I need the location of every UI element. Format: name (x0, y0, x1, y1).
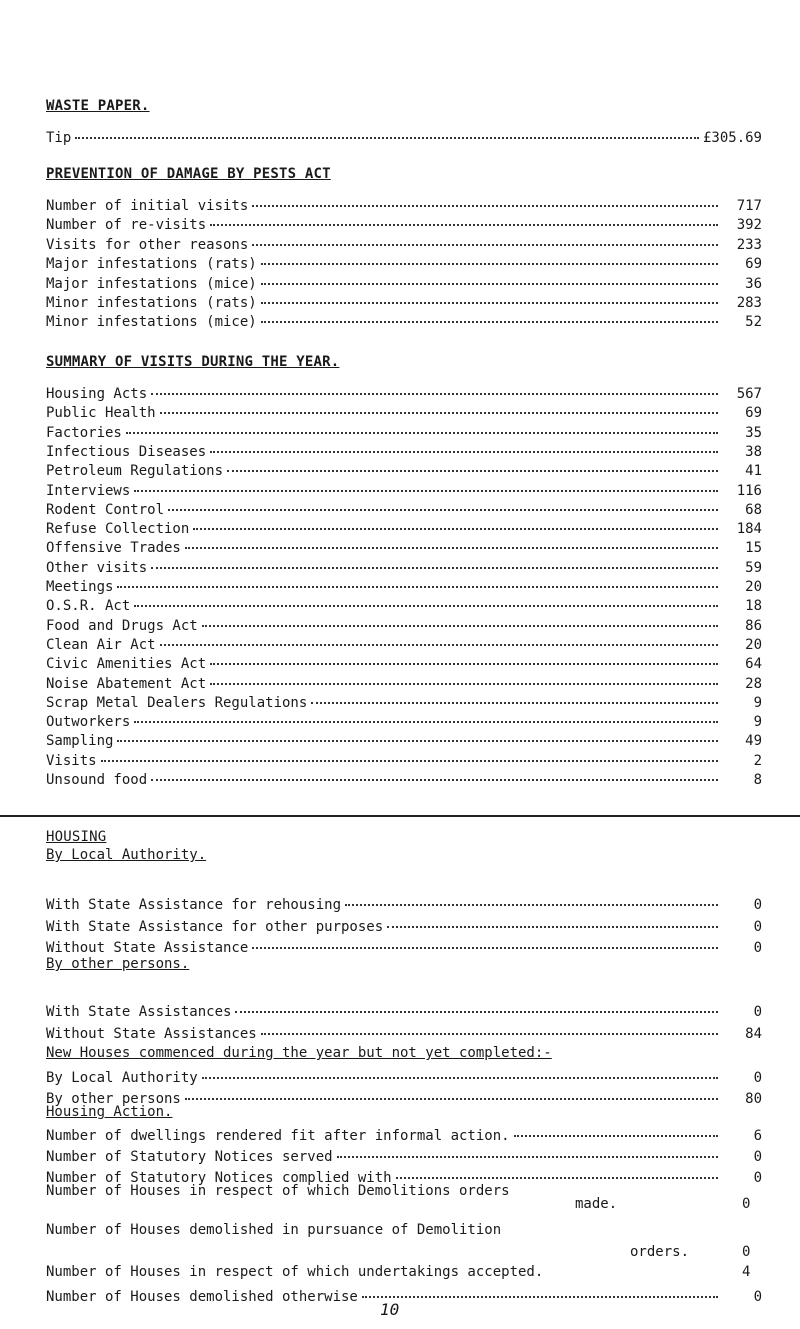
row-value: 233 (736, 236, 762, 253)
leader-dots (235, 995, 718, 1013)
row-value: 49 (745, 733, 762, 750)
undertakings-value: 4 (742, 1264, 751, 1280)
leader-dots (134, 589, 718, 607)
list-row (46, 913, 762, 933)
leader-dots (117, 724, 718, 742)
row-label: With State Assistances (46, 1004, 232, 1020)
leader-dots (252, 931, 718, 949)
undertakings-label: Number of Houses in respect of which undertakings accepted. (46, 1264, 544, 1280)
tip-value: £305.69 (702, 130, 762, 146)
leader-dots (160, 628, 718, 646)
row-value: 392 (736, 217, 762, 234)
row-value: 9 (753, 694, 762, 711)
list-row (46, 1122, 762, 1142)
page-number: 10 (380, 1300, 400, 1319)
row-label: With State Assistance for other purposes (46, 918, 384, 935)
list-row (46, 1164, 762, 1184)
row-value: 64 (745, 656, 762, 673)
leader-dots (261, 286, 718, 304)
row-label: Without State Assistance (46, 940, 249, 956)
row-value: 86 (745, 617, 762, 634)
row-value: 52 (745, 314, 762, 331)
leader-dots (261, 267, 718, 285)
leader-dots (337, 1140, 718, 1158)
list-row (46, 766, 762, 786)
leader-dots (185, 531, 718, 549)
row-label: Number of re-visits (46, 217, 207, 234)
otherwise-label: Number of Houses demolished otherwise (46, 1289, 358, 1305)
leader-dots (261, 247, 718, 265)
row-value: 20 (745, 579, 762, 595)
row-label: Interviews (46, 482, 131, 499)
demolition-orders-value: 0 (742, 1196, 751, 1212)
list-row (46, 1064, 762, 1084)
leader-dots (134, 705, 718, 723)
leader-dots (134, 474, 718, 492)
row-value: 69 (745, 405, 762, 422)
row-value: 116 (736, 482, 762, 499)
demolished-line2: orders. (630, 1244, 690, 1260)
list-row (46, 1085, 762, 1105)
local-authority-heading: By Local Authority. (46, 847, 207, 863)
leader-dots (210, 208, 718, 226)
row-label: Meetings (46, 579, 114, 595)
row-label: Major infestations (rats) (46, 256, 257, 273)
new-houses-heading: New Houses commenced during the year but not yet completed:- (46, 1045, 552, 1061)
leader-dots (202, 1061, 718, 1079)
row-value: 567 (736, 386, 762, 402)
row-label: Refuse Collection (46, 521, 190, 538)
row-label: By other persons (46, 1091, 181, 1107)
leader-dots (210, 667, 718, 685)
row-label: Noise Abatement Act (46, 675, 207, 692)
list-row (46, 1143, 762, 1163)
row-value: 8 (753, 772, 762, 788)
row-value: 41 (745, 463, 762, 480)
leader-dots (126, 416, 718, 434)
summary-heading: SUMMARY OF VISITS DURING THE YEAR. (46, 354, 340, 370)
row-label: Clean Air Act (46, 636, 156, 653)
row-label: Civic Amenities Act (46, 656, 207, 673)
row-label: Number of Statutory Notices served (46, 1149, 333, 1165)
row-value: 0 (753, 1070, 762, 1086)
otherwise-value: 0 (753, 1289, 762, 1305)
list-row (46, 934, 762, 954)
row-label: With State Assistance for rehousing (46, 897, 342, 913)
row-label: Offensive Trades (46, 540, 181, 557)
row-label: Housing Acts (46, 386, 148, 402)
row-value: 15 (745, 540, 762, 557)
leader-dots (101, 744, 718, 762)
row-value: 0 (753, 1004, 762, 1020)
section-divider (0, 815, 800, 817)
row-value: 0 (753, 1149, 762, 1165)
row-label: Infectious Diseases (46, 443, 207, 460)
row-label: Outworkers (46, 714, 131, 731)
leader-dots (345, 888, 718, 906)
row-label: Other visits (46, 559, 148, 576)
row-label: Sampling (46, 733, 114, 750)
row-value: 80 (745, 1091, 762, 1107)
leader-dots (210, 435, 718, 453)
row-label: O.S.R. Act (46, 598, 131, 615)
row-value: 6 (753, 1128, 762, 1144)
row-label: By Local Authority (46, 1070, 198, 1086)
housing-heading: HOUSING (46, 829, 107, 845)
demolition-orders-line1: Number of Houses in respect of which Demolitions orders (46, 1183, 510, 1199)
row-value: 9 (753, 714, 762, 731)
row-label: Minor infestations (rats) (46, 295, 257, 311)
row-value: 283 (736, 295, 762, 311)
row-value: 20 (745, 636, 762, 653)
row-value: 28 (745, 675, 762, 692)
row-label: Petroleum Regulations (46, 463, 224, 480)
leader-dots (75, 121, 699, 139)
row-label: Public Health (46, 405, 156, 422)
row-label: Number of initial visits (46, 198, 249, 214)
row-value: 38 (745, 443, 762, 460)
leader-dots (252, 189, 718, 207)
row-value: 36 (745, 275, 762, 292)
list-row (46, 891, 762, 911)
row-value: 0 (753, 918, 762, 935)
other-persons-heading: By other persons. (46, 956, 190, 972)
demolished-value: 0 (742, 1244, 751, 1260)
row-value: 69 (745, 256, 762, 273)
leader-dots (387, 910, 718, 928)
leader-dots (160, 396, 718, 414)
row-value: 717 (736, 198, 762, 214)
row-label: Unsound food (46, 772, 148, 788)
row-label: Major infestations (mice) (46, 275, 257, 292)
leader-dots (396, 1161, 718, 1179)
leader-dots (514, 1119, 718, 1137)
row-label: Minor infestations (mice) (46, 314, 257, 331)
row-label: Visits for other reasons (46, 236, 249, 253)
waste-paper-heading: WASTE PAPER. (46, 98, 150, 114)
row-label: Scrap Metal Dealers Regulations (46, 694, 308, 711)
leader-dots (252, 228, 718, 246)
pests-act-heading: PREVENTION OF DAMAGE BY PESTS ACT (46, 166, 331, 182)
row-value: 35 (745, 424, 762, 441)
leader-dots (151, 551, 718, 569)
row-label: Visits (46, 752, 97, 769)
row-label: Number of Statutory Notices complied with (46, 1170, 392, 1186)
row-value: 0 (753, 897, 762, 913)
housing-action-heading: Housing Action. (46, 1104, 173, 1120)
list-row (46, 1020, 762, 1040)
leader-dots (151, 763, 718, 781)
tip-row (46, 124, 762, 144)
leader-dots (362, 1280, 718, 1298)
row-label: Without State Assistances (46, 1025, 257, 1042)
row-value: 68 (745, 501, 762, 518)
row-value: 84 (745, 1025, 762, 1042)
row-value: 2 (753, 752, 762, 769)
leader-dots (227, 454, 718, 472)
row-label: Factories (46, 424, 122, 441)
row-value: 0 (753, 940, 762, 956)
leader-dots (193, 512, 718, 530)
row-label: Number of dwellings rendered fit after informal action. (46, 1128, 510, 1144)
leader-dots (311, 686, 718, 704)
row-label: Rodent Control (46, 501, 165, 518)
leader-dots (185, 1082, 718, 1100)
row-value: 59 (745, 559, 762, 576)
leader-dots (261, 1017, 718, 1035)
tip-label: Tip (46, 130, 72, 146)
leader-dots (168, 493, 718, 511)
leader-dots (261, 305, 718, 323)
row-value: 184 (736, 521, 762, 538)
leader-dots (210, 647, 718, 665)
row-value: 0 (753, 1170, 762, 1186)
leader-dots (151, 377, 718, 395)
leader-dots (117, 570, 718, 588)
list-row (46, 308, 762, 331)
demolition-orders-line2: made. (575, 1196, 618, 1212)
list-row (46, 998, 762, 1018)
otherwise-row (46, 1283, 762, 1303)
row-label: Food and Drugs Act (46, 617, 198, 634)
row-value: 18 (745, 598, 762, 615)
demolished-line1: Number of Houses demolished in pursuance of Demolition (46, 1222, 502, 1238)
leader-dots (202, 609, 718, 627)
